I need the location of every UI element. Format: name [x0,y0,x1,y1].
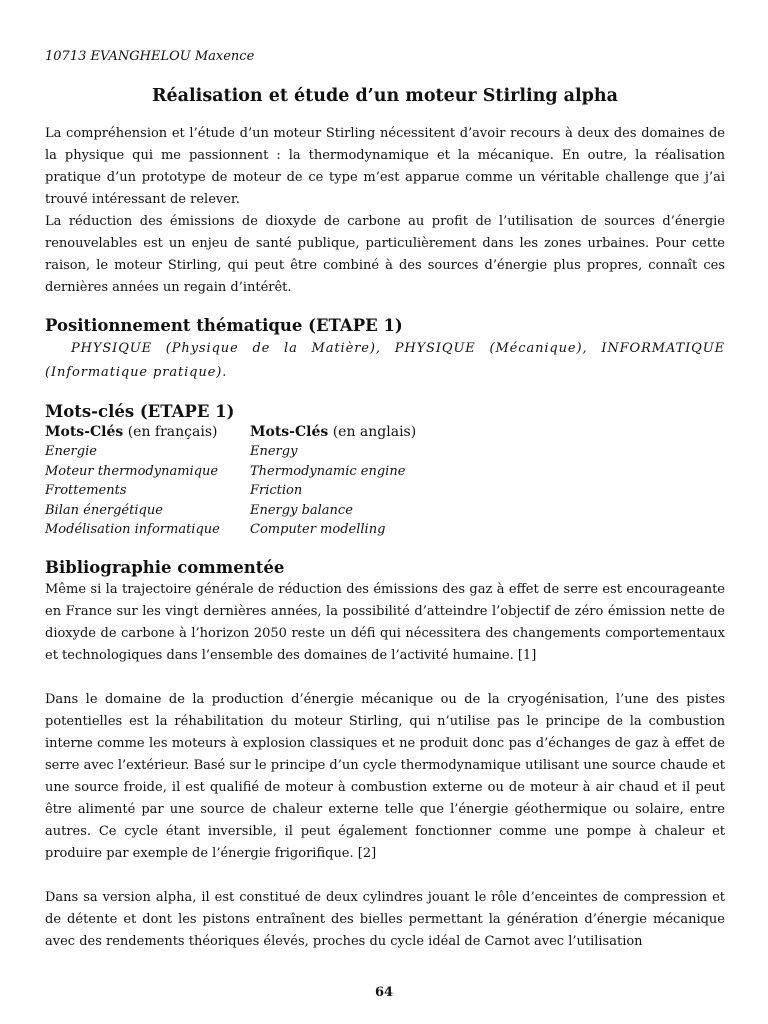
keyword-fr: Frottements [45,483,127,499]
author-line: 10713 EVANGHELOU Maxence [45,49,255,64]
keyword-row [45,442,416,462]
keyword-en: Friction [250,483,303,499]
positionnement-text: PHYSIQUE (Physique de la Matière), PHYSIQUE (Mécanique), INFORMATIQUE (Informatique pratique). [45,341,725,380]
keywords-fr-header: Mots-Clés (en français) [45,424,218,440]
keyword-en: Energy balance [250,502,353,518]
biblio-paragraph-2: Dans le domaine de la production d’énergie mécanique ou de la cryogénisation, l’une des pistes potentielles est la réhabilitation du moteur Stirling, qui n’utilise pas le principe de la combustion interne comme les moteurs à explosion classiques et ne produit donc pas d’échanges de gaz à effet de serre avec l’extérieur. Basé sur le principe d’un cycle thermodynamique utilisant une source chaude et une source froide, il est qualifié de moteur à combustion externe ou de moteur à air chaud et il peut être alimenté par une source de chaleur externe telle que l’énergie géothermique ou solaire, entre autres. Ce cycle étant inversible, il peut également fonctionner comme une pompe à chaleur et produire par exemple de l’énergie frigorifique. [2] [45,691,725,861]
keyword-fr: Bilan énergétique [45,502,163,518]
keyword-row [45,481,416,501]
intro-paragraph-2: La réduction des émissions de dioxyde de carbone au profit de l’utilisation de sources d’énergie renouvelables est un enjeu de santé publique, particulièrement dans les zones urbaines. Pour cette raison, le moteur Stirling, qui peut être combiné à des sources d’énergie plus propres, connaît ces dernières années un regain d’intérêt. [45,214,725,295]
keywords-heading: Mots-clés (ETAPE 1) [45,402,235,421]
document-page [45,48,725,953]
keyword-fr: Energie [45,444,97,460]
page-number: 64 [374,985,394,1000]
keyword-fr: Moteur thermodynamique [45,463,219,479]
document-title: Réalisation et étude d’un moteur Stirling alpha [152,86,618,106]
keywords-en-header: Mots-Clés (en anglais) [250,424,417,440]
intro-paragraph-1: La compréhension et l’étude d’un moteur Stirling nécessitent d’avoir recours à deux des domaines de la physique qui me passionnent : la thermodynamique et la mécanique. En outre, la réalisation pratique d’un prototype de moteur de ce type m’est apparue comme un véritable challenge que j’ai trouvé intéressant de relever. [45,126,725,207]
keyword-en: Energy [250,444,298,460]
biblio-paragraph-3: Dans sa version alpha, il est constitué de deux cylindres jouant le rôle d’enceintes de compression et de détente et dont les pistons entraînent des bielles permettant la génération d’énergie mécanique avec des rendements théoriques élevés, proches du cycle idéal de Carnot avec l’utilisation [45,889,725,949]
keyword-row [45,462,416,482]
keyword-en: Computer modelling [250,522,386,538]
keyword-fr: Modélisation informatique [45,522,220,538]
paragraph-spacer [45,667,725,689]
paragraph-spacer [45,865,725,887]
keyword-en: Thermodynamic engine [250,463,406,479]
bibliographie-heading: Bibliographie commentée [45,557,285,577]
positionnement-heading: Positionnement thématique (ETAPE 1) [45,316,403,335]
keyword-row [45,520,416,540]
biblio-paragraph-1: Même si la trajectoire générale de réduction des émissions des gaz à effet de serre est encourageante en France sur les vingt dernières années, la possibilité d’atteindre l’objectif de zéro émission nette de dioxyde de carbone à l’horizon 2050 reste un défi qui nécessitera des changements comportementaux et technologiques dans l’ensemble des domaines de l’activité humaine. [1] [45,581,725,663]
keywords-table [45,422,416,540]
keyword-row [45,501,416,521]
